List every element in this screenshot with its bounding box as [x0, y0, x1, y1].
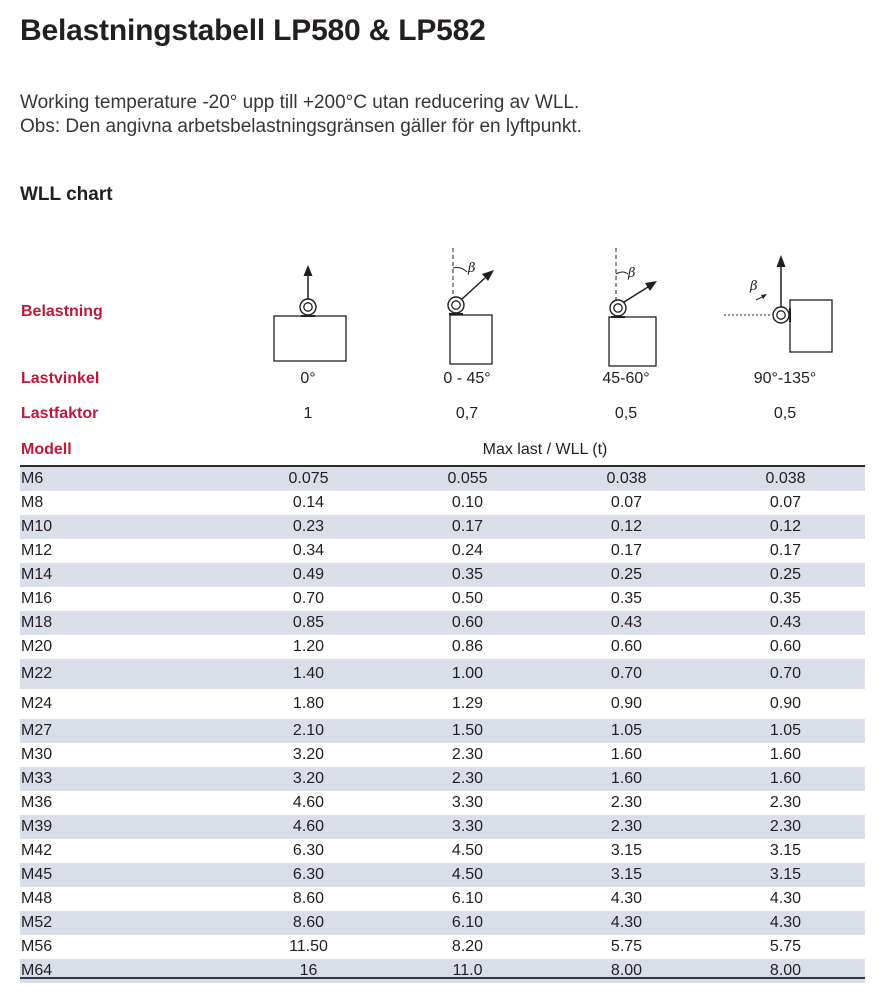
wll-cell: 4.30: [706, 911, 865, 935]
wll-cell: 5.75: [610, 938, 643, 955]
section-heading: WLL chart: [20, 184, 113, 205]
wll-cell: 0.24: [451, 542, 484, 559]
model-cell: M39: [20, 815, 229, 839]
wll-cell: 0.12: [706, 515, 865, 539]
wll-cell: 4.50: [451, 842, 484, 859]
wll-cell: 0.70: [547, 659, 706, 689]
load-factor-0: 1: [303, 405, 313, 422]
wll-cell: 0.25: [706, 563, 865, 587]
wll-cell: 0.07: [610, 494, 643, 511]
max-load-header: Max last / WLL (t): [482, 441, 608, 458]
wll-cell: 0.35: [610, 590, 643, 607]
wll-cell: 0.055: [388, 467, 547, 491]
wll-cell: 1.60: [610, 746, 643, 763]
wll-cell: 3.20: [292, 746, 325, 763]
load-factor-3: 0,5: [773, 405, 797, 422]
load-angle-1: 0 - 45°: [443, 370, 491, 387]
description: [20, 91, 582, 139]
table-row: [20, 815, 865, 839]
wll-cell: 0.86: [451, 638, 484, 655]
model-cell: M12: [21, 542, 53, 559]
model-cell: M22: [20, 659, 229, 689]
angled-lift-45-60-diagram-icon: [590, 248, 680, 368]
beta-symbol: β: [628, 266, 636, 281]
load-factor-2: 0,5: [614, 405, 638, 422]
wll-cell: 8.00: [706, 959, 865, 983]
lastfaktor-label: Lastfaktor: [21, 405, 99, 422]
wll-cell: 5.75: [769, 938, 802, 955]
wll-cell: 0.35: [388, 563, 547, 587]
wll-cell: 0.34: [292, 542, 325, 559]
table-row: [20, 959, 865, 983]
wll-cell: 8.20: [451, 938, 484, 955]
load-angle-0: 0°: [300, 370, 316, 387]
wll-cell: 4.60: [229, 815, 388, 839]
wll-cell: 3.30: [451, 794, 484, 811]
wll-cell: 3.15: [610, 842, 643, 859]
wll-cell: 0.85: [229, 611, 388, 635]
wll-cell: 0.43: [706, 611, 865, 635]
wll-cell: 0.17: [388, 515, 547, 539]
wll-cell: 1.00: [388, 659, 547, 689]
model-cell: M6: [20, 467, 229, 491]
wll-cell: 0.10: [451, 494, 484, 511]
model-cell: M27: [20, 719, 229, 743]
load-angle-2: 45-60°: [602, 370, 650, 387]
wll-cell: 6.10: [388, 911, 547, 935]
wll-cell: 3.15: [706, 863, 865, 887]
model-cell: M16: [21, 590, 53, 607]
model-cell: M18: [20, 611, 229, 635]
wll-cell: 11.0: [388, 959, 547, 983]
model-cell: M10: [20, 515, 229, 539]
table-row: [20, 887, 865, 911]
wll-cell: 0.038: [706, 467, 865, 491]
wll-cell: 0.038: [547, 467, 706, 491]
single-lift-point-note: Obs: Den angivna arbetsbelastningsgränsen gäller för en lyftpunkt.: [20, 116, 582, 137]
table-row: [20, 911, 865, 935]
wll-cell: 1.60: [547, 767, 706, 791]
model-cell: M45: [20, 863, 229, 887]
modell-label: Modell: [21, 441, 72, 458]
working-temperature-note: Working temperature -20° upp till +200°C utan reducering av WLL.: [20, 92, 580, 113]
table-row: [20, 719, 865, 743]
wll-cell: 4.50: [388, 863, 547, 887]
wll-cell: 0.23: [229, 515, 388, 539]
wll-cell: 0.075: [229, 467, 388, 491]
model-cell: M48: [21, 890, 53, 907]
wll-cell: 1.40: [229, 659, 388, 689]
table-row: [20, 587, 865, 611]
wll-cell: 2.30: [451, 746, 484, 763]
wll-cell: 6.30: [292, 842, 325, 859]
wll-cell: 1.05: [547, 719, 706, 743]
wll-cell: 1.60: [706, 767, 865, 791]
wll-cell: 0.90: [610, 695, 643, 712]
wll-cell: 4.30: [769, 890, 802, 907]
wll-cell: 0.60: [388, 611, 547, 635]
table-row: [20, 791, 865, 815]
wll-cell: 0.70: [292, 590, 325, 607]
wll-cell: 0.50: [451, 590, 484, 607]
wll-cell: 0.49: [229, 563, 388, 587]
wll-cell: 3.15: [769, 842, 802, 859]
wll-cell: 1.29: [451, 695, 484, 712]
wll-cell: 8.00: [547, 959, 706, 983]
wll-cell: 8.60: [292, 890, 325, 907]
lastvinkel-label: Lastvinkel: [21, 370, 100, 387]
wll-cell: 0.07: [769, 494, 802, 511]
model-cell: M20: [21, 638, 53, 655]
wll-cell: 0.17: [610, 542, 643, 559]
table-row: [20, 539, 865, 563]
model-cell: M8: [21, 494, 44, 511]
wll-cell: 2.30: [388, 767, 547, 791]
vertical-lift-diagram-icon: [265, 256, 355, 366]
wll-cell: 2.30: [547, 815, 706, 839]
table-row: [20, 743, 865, 767]
model-cell: M33: [20, 767, 229, 791]
angled-lift-0-45-diagram-icon: [425, 248, 515, 368]
wll-cell: 2.30: [769, 794, 802, 811]
wll-cell: 2.10: [229, 719, 388, 743]
table-row: [20, 635, 865, 659]
model-cell: M64: [20, 959, 229, 983]
wll-cell: 6.30: [229, 863, 388, 887]
wll-cell: 0.17: [769, 542, 802, 559]
wll-cell: 1.50: [388, 719, 547, 743]
wll-cell: 6.10: [451, 890, 484, 907]
table-row: [20, 935, 865, 959]
wll-cell: 0.90: [769, 695, 802, 712]
beta-symbol: β: [468, 261, 476, 276]
table-row: [20, 515, 865, 539]
table-row: [20, 563, 865, 587]
wll-cell: 4.30: [610, 890, 643, 907]
wll-cell: 4.30: [547, 911, 706, 935]
wll-cell: 1.80: [292, 695, 325, 712]
wll-cell: 16: [229, 959, 388, 983]
load-angle-3: 90°-135°: [753, 370, 817, 387]
side-lift-90-135-diagram-icon: [720, 248, 840, 358]
model-cell: M30: [21, 746, 53, 763]
model-cell: M14: [20, 563, 229, 587]
wll-cell: 2.30: [706, 815, 865, 839]
wll-table: [20, 467, 865, 983]
table-row: [20, 467, 865, 491]
model-cell: M52: [20, 911, 229, 935]
wll-cell: 1.20: [292, 638, 325, 655]
table-row: [20, 863, 865, 887]
table-row: [20, 689, 865, 719]
table-row: [20, 659, 865, 689]
model-cell: M56: [21, 938, 53, 955]
wll-cell: 0.43: [547, 611, 706, 635]
wll-cell: 2.30: [610, 794, 643, 811]
beta-symbol: β: [750, 279, 758, 294]
wll-cell: 4.60: [292, 794, 325, 811]
wll-cell: 3.20: [229, 767, 388, 791]
wll-cell: 0.25: [547, 563, 706, 587]
table-row: [20, 611, 865, 635]
table-row: [20, 491, 865, 515]
table-row: [20, 839, 865, 863]
wll-cell: 3.30: [388, 815, 547, 839]
wll-cell: 0.60: [610, 638, 643, 655]
table-bottom-rule: [20, 977, 865, 979]
wll-cell: 0.60: [769, 638, 802, 655]
model-cell: M42: [21, 842, 53, 859]
wll-cell: 8.60: [229, 911, 388, 935]
belastning-label: Belastning: [21, 303, 103, 320]
model-cell: M24: [21, 695, 53, 712]
wll-cell: 0.12: [547, 515, 706, 539]
wll-cell: 0.14: [292, 494, 325, 511]
table-row: [20, 767, 865, 791]
load-factor-1: 0,7: [455, 405, 479, 422]
page-title: Belastningstabell LP580 & LP582: [20, 14, 486, 47]
wll-cell: 1.05: [706, 719, 865, 743]
wll-cell: 11.50: [289, 938, 328, 955]
wll-cell: 1.60: [769, 746, 802, 763]
model-cell: M36: [21, 794, 53, 811]
wll-cell: 3.15: [547, 863, 706, 887]
wll-cell: 0.70: [706, 659, 865, 689]
wll-cell: 0.35: [769, 590, 802, 607]
